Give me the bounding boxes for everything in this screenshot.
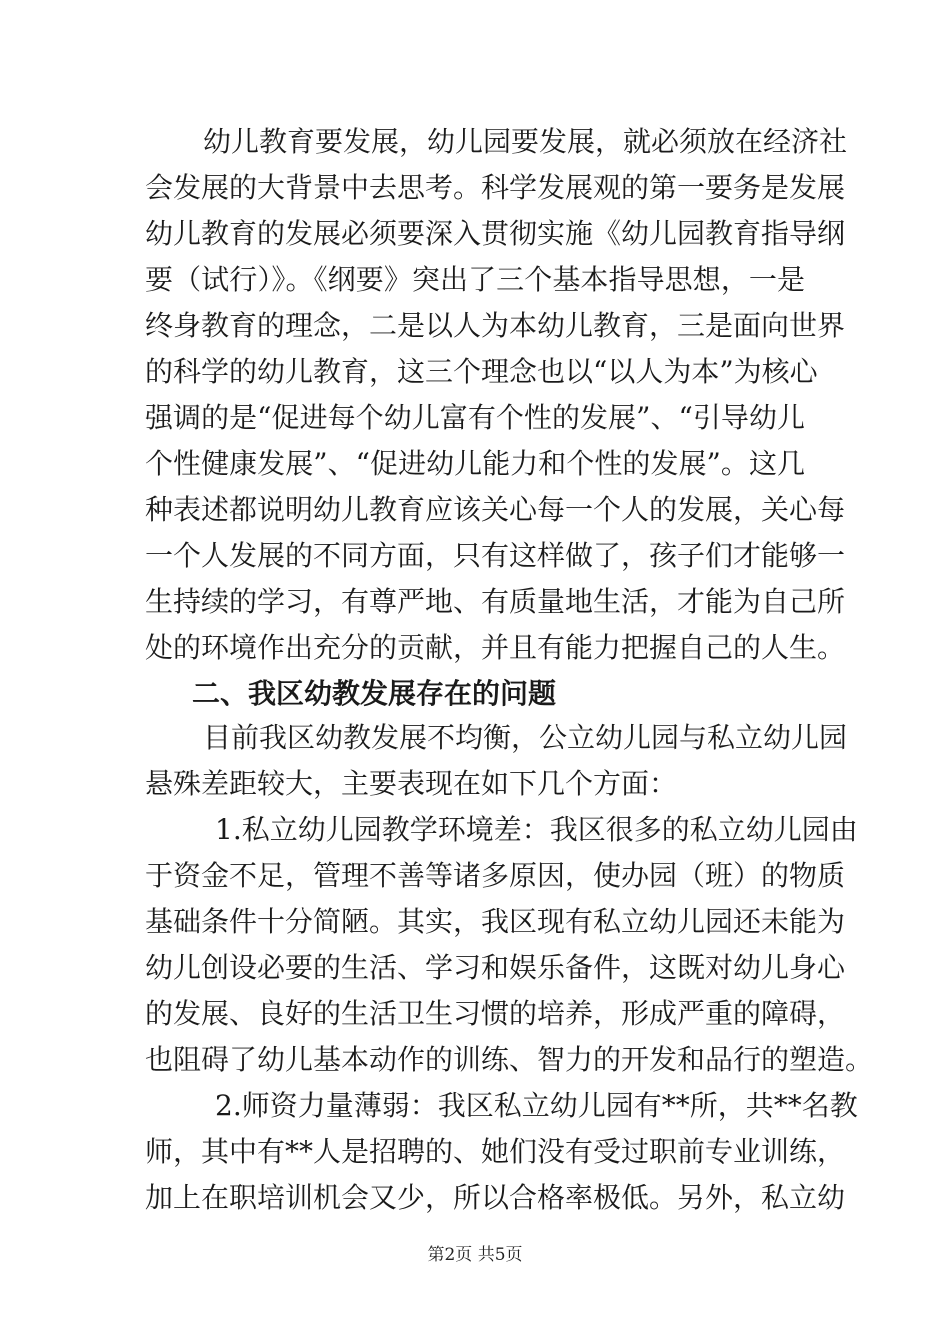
- text-line: 1.私立幼儿园教学环境差：我区很多的私立幼儿园由: [215, 813, 858, 846]
- text-line: 幼儿创设必要的生活、学习和娱乐备件，这既对幼儿身心: [145, 951, 846, 984]
- text-line: 基础条件十分简陋。其实，我区现有私立幼儿园还未能为: [145, 905, 846, 938]
- text-line: 种表述都说明幼儿教育应该关心每一个人的发展，关心每: [145, 493, 846, 526]
- text-line: 强调的是“促进每个幼儿富有个性的发展”、“引导幼儿: [145, 401, 805, 434]
- text-line: 悬殊差距较大，主要表现在如下几个方面：: [145, 767, 678, 800]
- text-line: 幼儿教育的发展必须要深入贯彻实施《幼儿园教育指导纲: [145, 217, 846, 250]
- text-line: 加上在职培训机会又少，所以合格率极低。另外，私立幼: [145, 1181, 846, 1214]
- text-line: 的发展、良好的生活卫生习惯的培养，形成严重的障碍，: [145, 997, 846, 1030]
- text-line: 终身教育的理念，二是以人为本幼儿教育，三是面向世界: [145, 309, 846, 342]
- text-line: 个性健康发展”、“促进幼儿能力和个性的发展”。这几: [145, 447, 805, 480]
- text-line: 幼儿教育要发展，幼儿园要发展，就必须放在经济社: [203, 125, 848, 158]
- text-line: 师，其中有**人是招聘的、她们没有受过职前专业训练，: [145, 1135, 846, 1168]
- text-line: 会发展的大背景中去思考。科学发展观的第一要务是发展: [145, 171, 846, 204]
- text-line: 也阻碍了幼儿基本动作的训练、智力的开发和品行的塑造。: [145, 1043, 874, 1076]
- text-line: 目前我区幼教发展不均衡，公立幼儿园与私立幼儿园: [203, 721, 848, 754]
- text-line: 的科学的幼儿教育，这三个理念也以“以人为本”为核心: [145, 355, 818, 388]
- text-line: 处的环境作出充分的贡献，并且有能力把握自己的人生。: [145, 631, 846, 664]
- text-line: 于资金不足，管理不善等诸多原因，使办园（班）的物质: [145, 859, 846, 892]
- section-heading: 二、我区幼教发展存在的问题: [192, 677, 557, 710]
- text-line: 生持续的学习，有尊严地、有质量地生活，才能为自己所: [145, 585, 846, 618]
- text-line: 2.师资力量薄弱：我区私立幼儿园有**所，共**名教: [215, 1089, 858, 1122]
- text-line: 要（试行）》。《纲要》突出了三个基本指导思想，一是: [145, 263, 805, 296]
- text-line: 一个人发展的不同方面，只有这样做了，孩子们才能够一: [145, 539, 846, 572]
- page-footer: 第2页 共5页: [427, 1245, 523, 1265]
